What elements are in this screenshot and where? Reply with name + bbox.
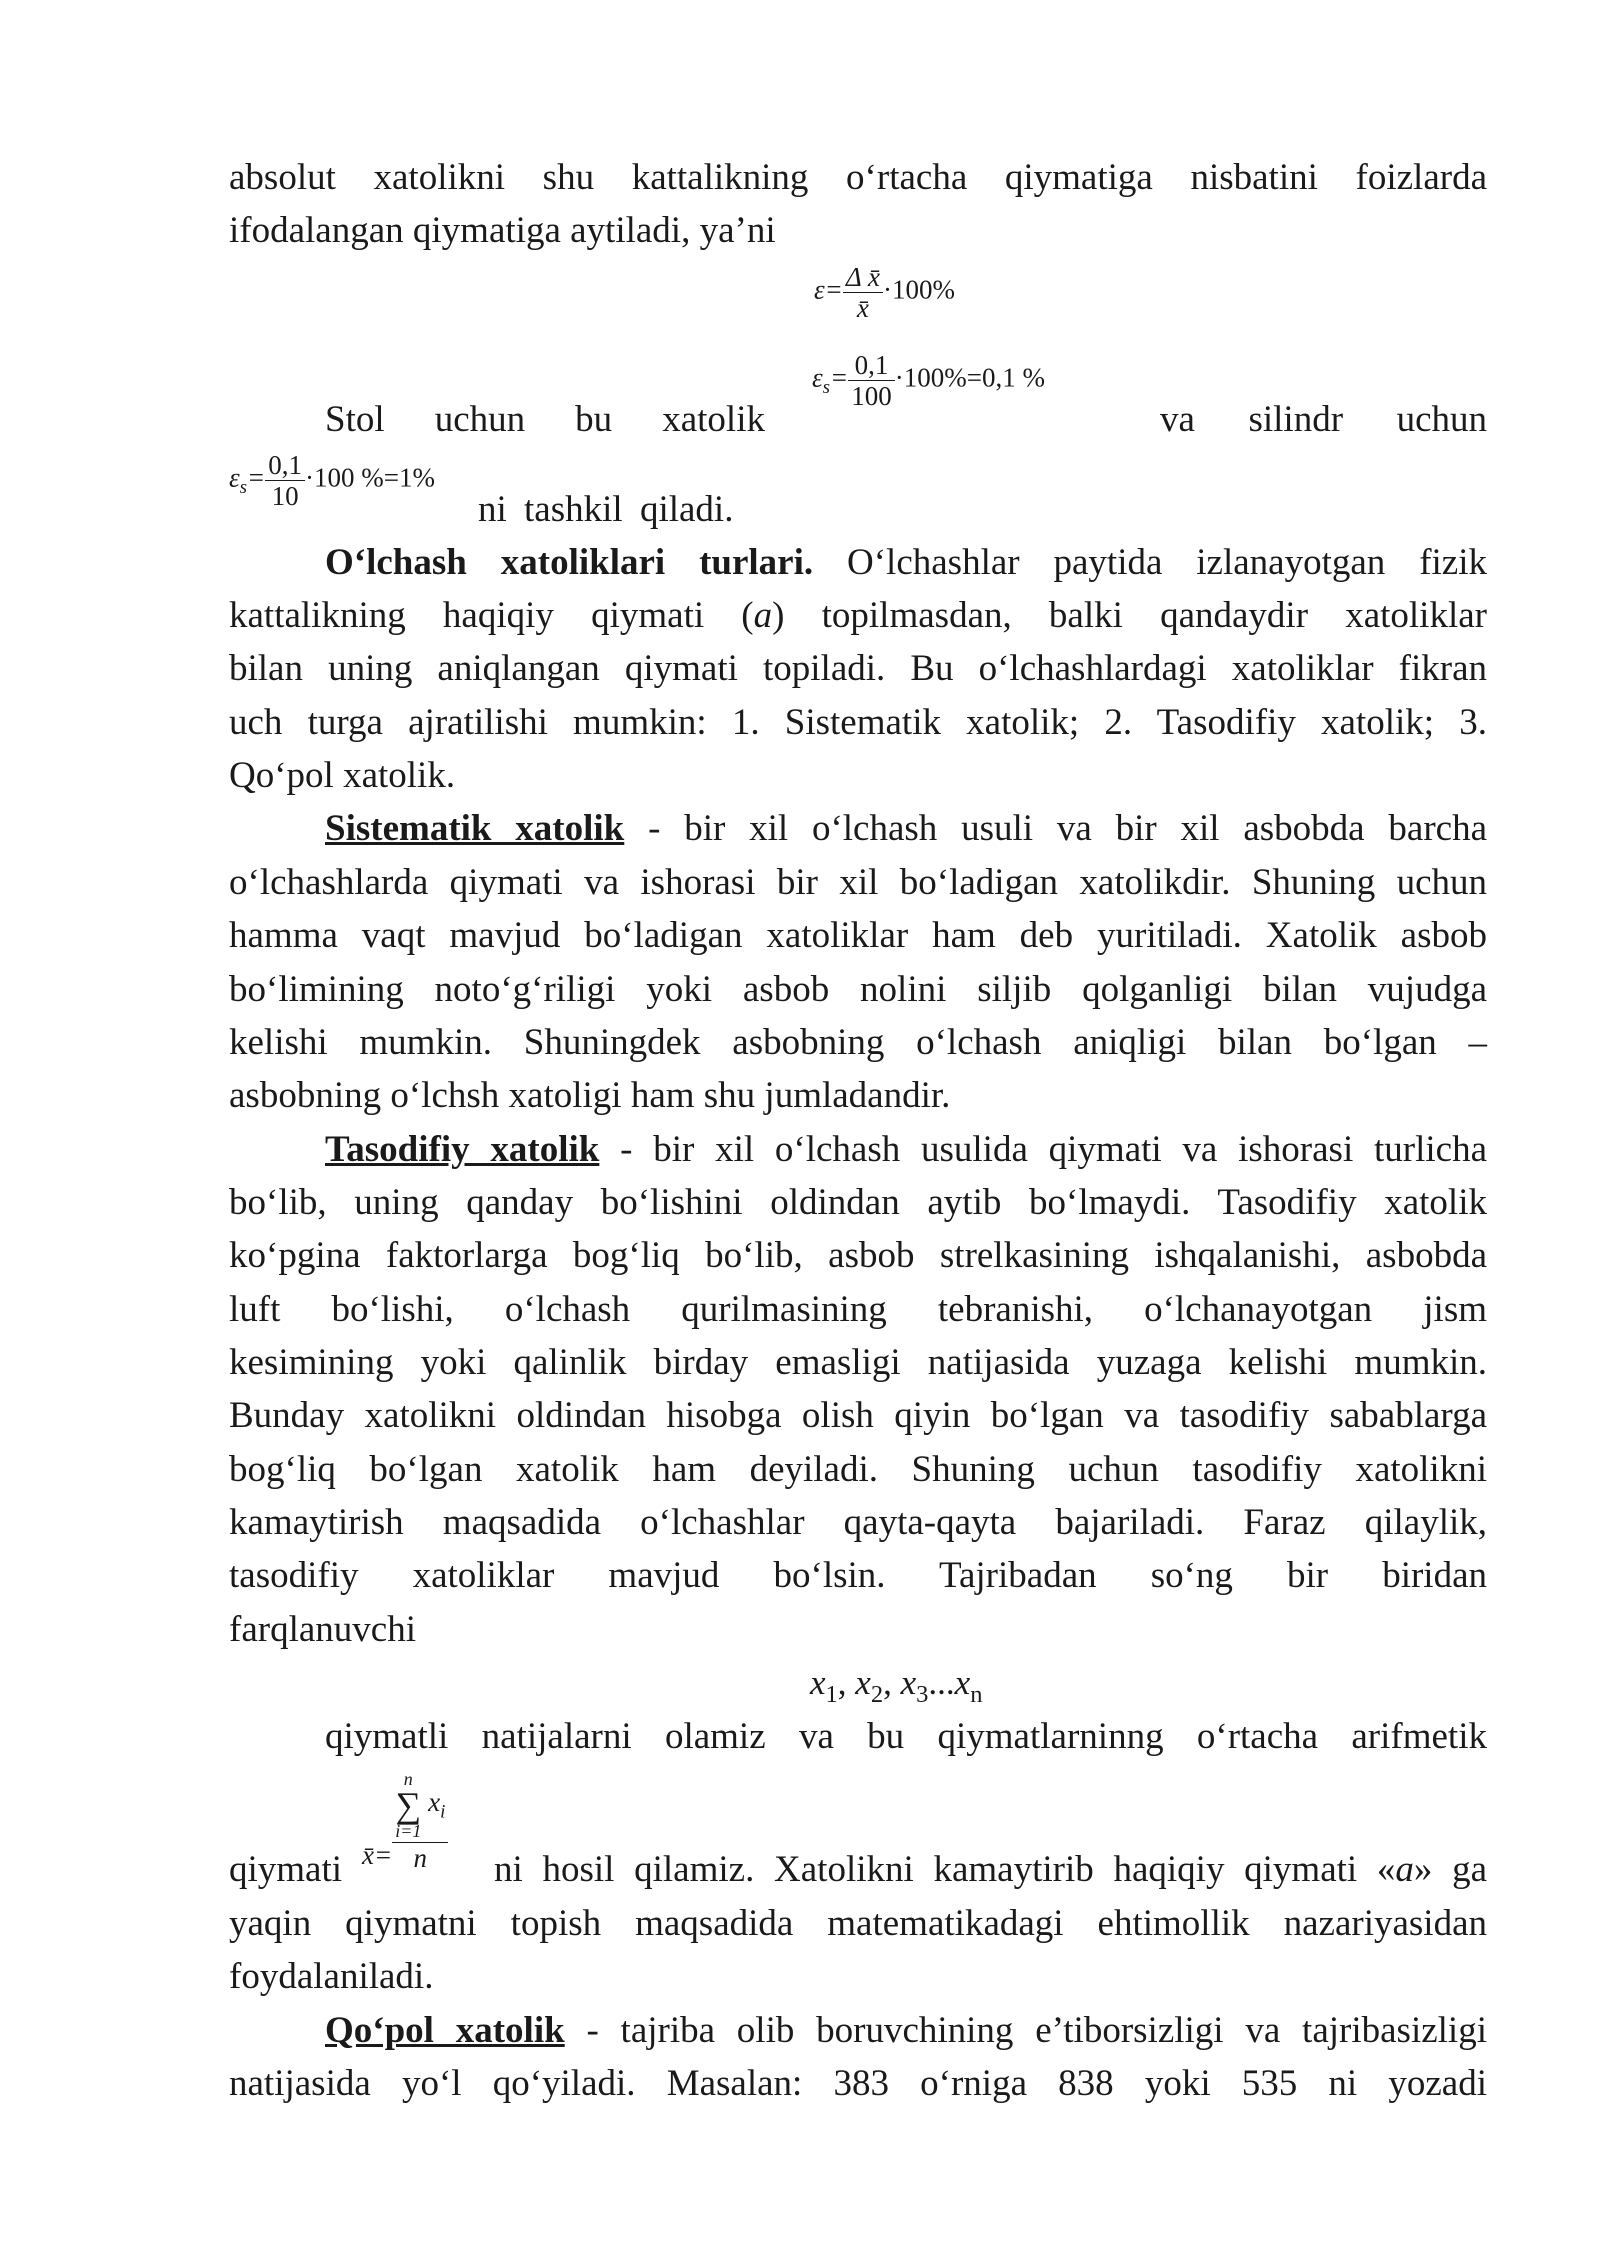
- text-line: yaqin qiymatni topish maqsadida matematikadagi ehtimollik nazariyasidan: [229, 1903, 1487, 1944]
- text-line: asbobning o‘lchsh xatoligi ham shu jumladandir.: [229, 1075, 951, 1116]
- text-line: kesimining yoki qalinlik birday emasligi natijasida yuzaga kelishi mumkin.: [229, 1342, 1487, 1383]
- text-line: natijasida yo‘l qo‘yiladi. Masalan: 383 o‘rniga 838 yoki 535 ni yozadi: [229, 2063, 1487, 2104]
- text-line: bilan uning aniqlangan qiymati topiladi. Bu o‘lchashlardagi xatoliklar fikran: [229, 648, 1487, 689]
- text-line: hamma vaqt mavjud bo‘ladigan xatoliklar ham deb yuritiladi. Xatolik asbob: [229, 915, 1487, 956]
- text-line: kelishi mumkin. Shuningdek asbobning o‘lchash aniqligi bilan bo‘lgan –: [229, 1022, 1487, 1063]
- text-line: ni tashkil qiladi.: [478, 489, 734, 530]
- text-line: bog‘liq bo‘lgan xatolik ham deyiladi. Shuning uchun tasodifiy xatolikni: [229, 1449, 1487, 1490]
- text-line: uch turga ajratilishi mumkin: 1. Sistematik xatolik; 2. Tasodifiy xatolik; 3.: [229, 702, 1487, 743]
- text-line: Stol uchun bu xatolik: [325, 399, 765, 440]
- section-heading: O‘lchash xatoliklari turlari.: [325, 542, 814, 583]
- text-line: tasodifiy xatoliklar mavjud bo‘lsin. Tajribadan so‘ng bir biridan: [229, 1555, 1487, 1596]
- text-line: foydalaniladi.: [229, 1956, 434, 1997]
- text-line: luft bo‘lishi, o‘lchash qurilmasining tebranishi, o‘lchanayotgan jism: [229, 1289, 1487, 1330]
- relative-error-formula: ε= $\frac{\text{Δ x̄}}{x̄}$ ·100%: [814, 262, 955, 323]
- text-line: Sistematik xatolik - bir xil o‘lchash usuli va bir xil asbobda barcha: [325, 808, 1487, 849]
- text-line: o‘lchashlarda qiymati va ishorasi bir xil bo‘ladigan xatolikdir. Shuning uchun: [229, 862, 1487, 903]
- text-line: O‘lchash xatoliklari turlari. O‘lchashlar paytida izlanayotgan fizik: [325, 542, 1487, 583]
- text-line: Qo‘pol xatolik - tajriba olib boruvchining e’tiborsizligi va tajribasizligi: [325, 2010, 1487, 2051]
- text-line: absolut xatolikni shu kattalikning o‘rtacha qiymatiga nisbatini foizlarda: [229, 157, 1487, 198]
- stol-error-formula: $\varepsilon_s=$ $\frac{0,1}{100}$ ·100%=0,1 %: [812, 350, 1045, 411]
- arithmetic-mean-formula: x̄= n ∑ i=1 $x_i$ n: [362, 1770, 448, 1873]
- text-line: ni hosil qilamiz. Xatolikni kamaytirib haqiqiy qiymati «a» ga: [494, 1849, 1487, 1890]
- text-line: kattalikning haqiqiy qiymati (a) topilmasdan, balki qandaydir xatoliklar: [229, 595, 1487, 636]
- text-line: va silindr uchun: [1160, 399, 1487, 440]
- text-line: Qo‘pol xatolik.: [229, 755, 456, 796]
- section-heading: Tasodifiy xatolik: [325, 1129, 600, 1170]
- text-line: Tasodifiy xatolik - bir xil o‘lchash usulida qiymati va ishorasi turlicha: [325, 1129, 1487, 1170]
- text-line: qiymatli natijalarni olamiz va bu qiymatlarninng o‘rtacha arifmetik: [325, 1716, 1487, 1757]
- text-line: Bunday xatolikni oldindan hisobga olish qiyin bo‘lgan va tasodifiy sabablarga: [229, 1395, 1487, 1436]
- text-line: bo‘limining noto‘g‘riligi yoki asbob nolini siljib qolganligi bilan vujudga: [229, 969, 1487, 1010]
- text-line: ifodalangan qiymatiga aytiladi, ya’ni: [229, 210, 776, 251]
- text-line: qiymati: [229, 1849, 343, 1890]
- text-line: ko‘pgina faktorlarga bog‘liq bo‘lib, asbob strelkasining ishqalanishi, asbobda: [229, 1235, 1487, 1276]
- section-heading: Sistematik xatolik: [325, 808, 625, 849]
- silindr-error-formula: $\varepsilon_s=$ $\frac{0,1}{10}$ ·100 %=1%: [229, 450, 435, 511]
- text-line: bo‘lib, uning qanday bo‘lishini oldindan aytib bo‘lmaydi. Tasodifiy xatolik: [229, 1182, 1487, 1223]
- text-line: kamaytirish maqsadida o‘lchashlar qayta-qayta bajariladi. Faraz qilaylik,: [229, 1502, 1487, 1543]
- text-line: farqlanuvchi: [229, 1609, 416, 1650]
- measurement-series: $x_1$, $x_2$, $x_3...x_n$: [810, 1663, 983, 1708]
- section-heading: Qo‘pol xatolik: [325, 2010, 565, 2051]
